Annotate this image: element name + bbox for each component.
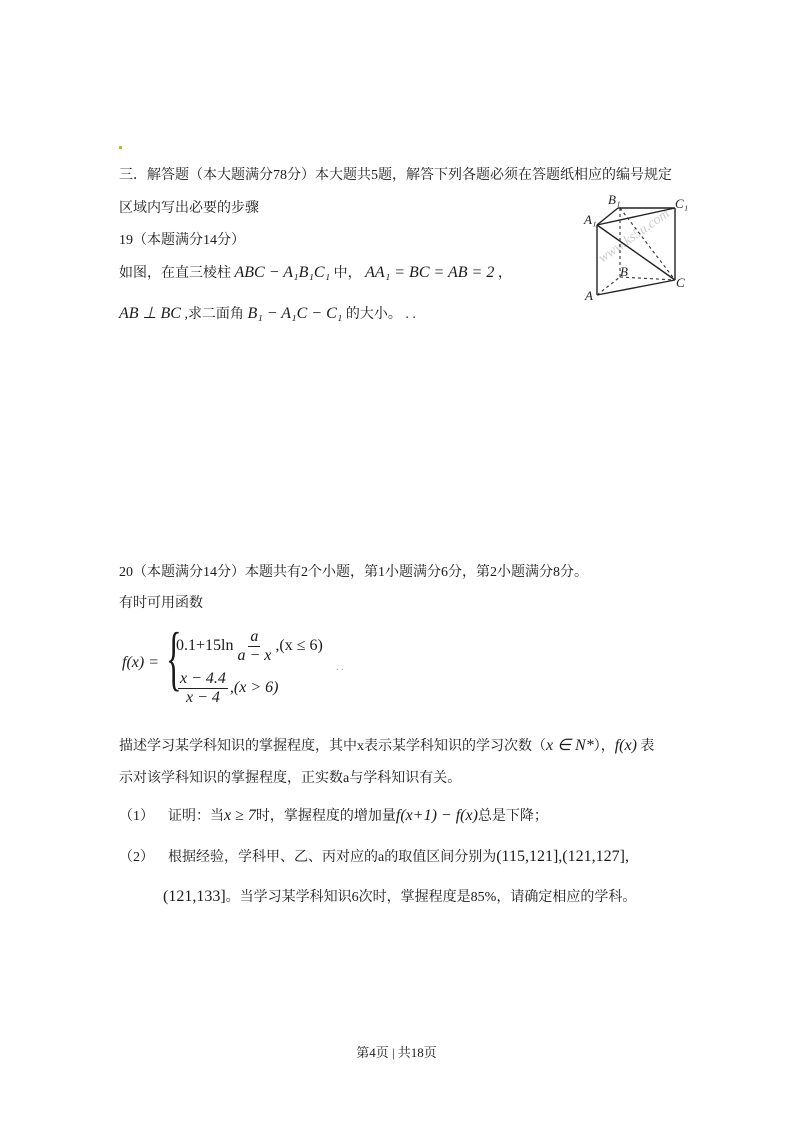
math: (115,121],(121,127], [496, 848, 629, 865]
text: 描述学习某学科知识的掌握程度，其中x表示某学科知识的学习次数（ [119, 739, 546, 754]
math-equation: AA₁ = BC = AB = 2 [365, 264, 495, 281]
trail-dots: . . [336, 662, 344, 673]
label-a1: A₁ [584, 212, 597, 227]
text: 根据经验，学科甲、乙、丙对应的a的取值区间分别为 [168, 850, 497, 865]
text: ）， [593, 739, 615, 754]
label-c: C [676, 275, 685, 290]
case1-num: a [250, 628, 259, 645]
q20-desc1 [119, 735, 654, 755]
text: ， [497, 266, 512, 281]
text: 中， [333, 266, 362, 281]
label-b: B [620, 264, 628, 279]
q20-part2-cont [163, 886, 636, 906]
label-a: A [585, 288, 593, 303]
case2-num: x − 4.4 [180, 670, 226, 687]
page-footer: 第4页 | 共18页 [356, 1045, 437, 1060]
part-number: （1） [119, 809, 154, 824]
text: 如图，在直三棱柱 [119, 266, 231, 281]
label-c1: C₁ [675, 196, 689, 211]
formula-lhs: f(x) = [122, 654, 159, 671]
case1-den: a − x [237, 647, 272, 664]
prism-figure [575, 180, 705, 310]
text: 的大小。 . . [345, 307, 416, 322]
math-angle: B₁ − A₁C − C₁ [247, 305, 343, 322]
formula-case1 [176, 628, 323, 665]
case1-cond: ,(x ≤ 6) [275, 637, 323, 655]
q20-part1 [119, 805, 548, 825]
text: 总是下降； [477, 809, 548, 824]
section-heading: 三．解答题（本大题满分78分）本大题共5题，解答下列各题必须在答题纸相应的编号规定 [119, 168, 672, 183]
case2-cond: ,(x > 6) [229, 679, 279, 697]
q20-part2 [119, 846, 629, 866]
text: 。当学习某学科知识6次时，掌握程度是85%，请确定相应的学科。 [225, 890, 637, 905]
math: f(x+1) − f(x) [395, 807, 478, 824]
case2-den: x − 4 [186, 689, 220, 706]
section-heading-cont: 区域内写出必要的步骤 [119, 201, 259, 216]
math: f(x) [614, 737, 637, 754]
q19-title: 19（本题满分14分） [119, 233, 245, 248]
text: 表 [636, 739, 655, 754]
text: 时，掌握程度的增加量 [255, 809, 396, 824]
q20-desc2: 示对该学科知识的掌握程度，正实数a与学科知识有关。 [119, 771, 462, 786]
watermark: www.ks5u.com [595, 206, 673, 267]
formula-case2 [176, 670, 278, 707]
math: x ≥ 7 [224, 807, 256, 824]
math-prism: ABC − A₁B₁C₁ [234, 264, 331, 281]
q19-line1 [119, 262, 512, 282]
stray-mark [119, 146, 122, 149]
math: (121,133] [163, 888, 226, 905]
case1-prefix: 0.1+15ln [176, 637, 234, 655]
part-number: （2） [119, 850, 154, 865]
label-b1: B₁ [608, 192, 621, 207]
q20-intro: 有时可用函数 [119, 596, 203, 611]
text: ,求二面角 [184, 307, 248, 322]
q19-line2 [119, 303, 416, 323]
math: x ∈ N* [546, 737, 594, 754]
q20-title: 20（本题满分14分）本题共有2个小题，第1小题满分6分，第2小题满分8分。 [119, 565, 588, 580]
text: 证明：当 [168, 809, 224, 824]
brace: { [166, 618, 182, 698]
math-condition: AB ⊥ BC [119, 305, 181, 322]
